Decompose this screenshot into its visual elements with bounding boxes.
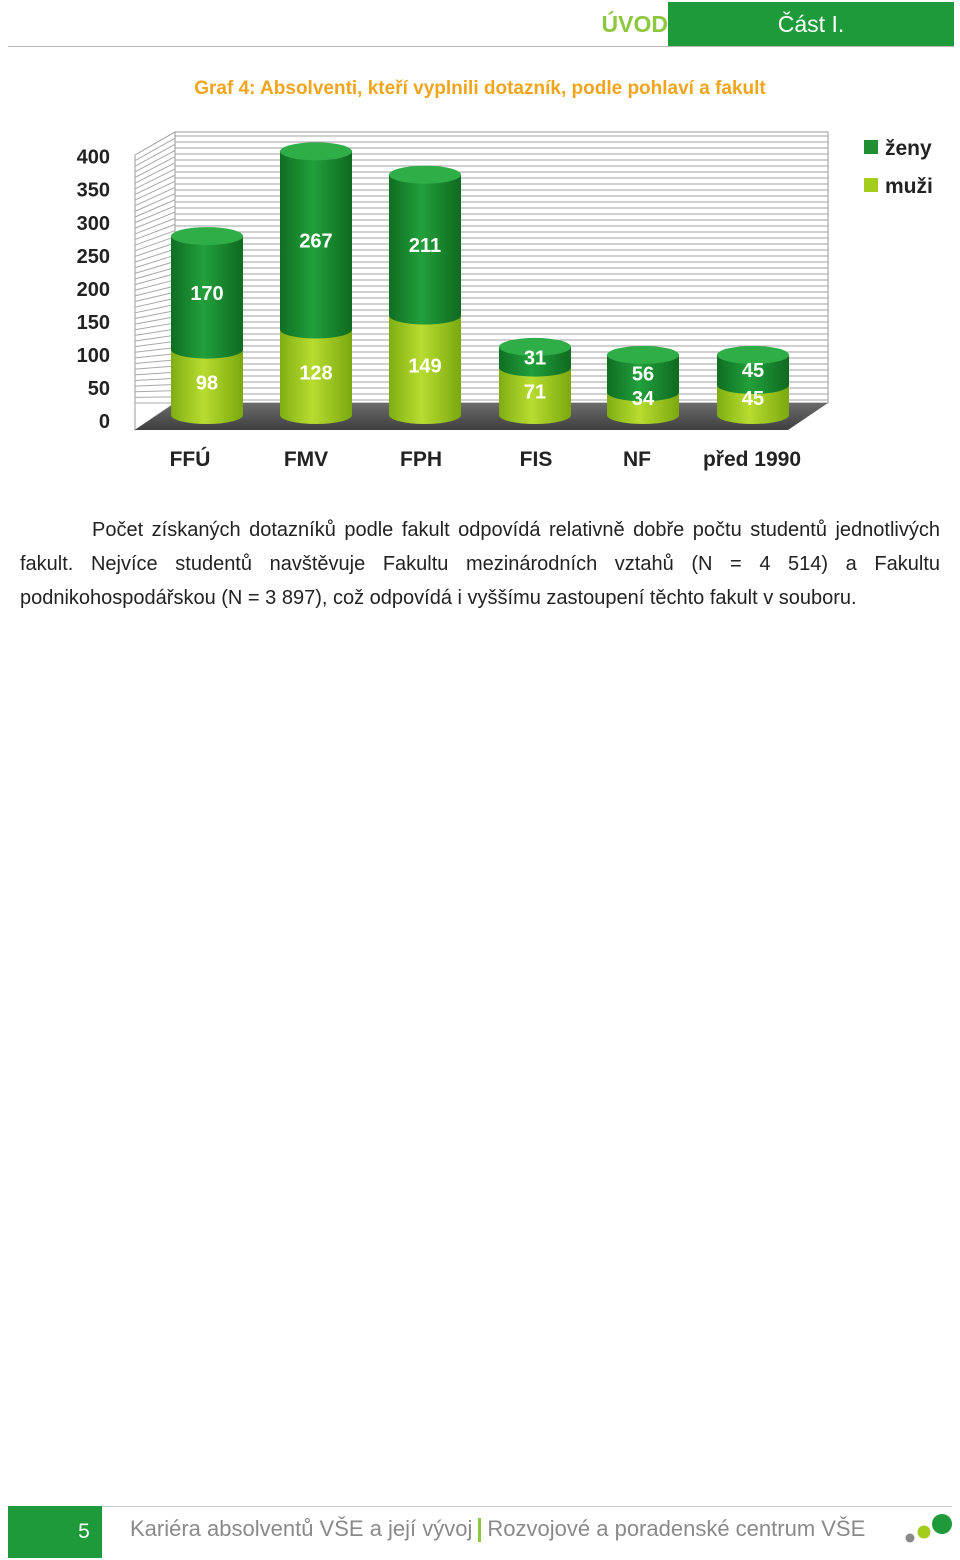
data-label-zeny: 211: [408, 235, 442, 258]
footer-separator: [478, 1518, 481, 1542]
footer-organization: Rozvojové a poradenské centrum VŠE: [487, 1516, 866, 1541]
chart-title: Graf 4: Absolventi, kteří vyplnili dotazník, podle pohlaví a fakult: [194, 78, 766, 99]
data-label-muzi: 71: [523, 381, 547, 404]
data-label-zeny: 45: [741, 359, 765, 382]
bar-top-cap: [389, 166, 461, 184]
y-tick-label: 250: [76, 245, 110, 268]
data-label-zeny: 267: [299, 230, 333, 253]
logo-dots-icon: [900, 1510, 956, 1546]
header-divider: [8, 46, 954, 47]
y-tick-label: 0: [98, 411, 110, 433]
bar-group: [499, 338, 571, 424]
bar-top-cap: [280, 142, 352, 160]
data-label-muzi: 128: [299, 362, 333, 385]
section-title: ÚVOD: [601, 10, 668, 37]
body-text: [20, 513, 940, 615]
x-axis-labels: [170, 447, 801, 471]
legend-label: muži: [885, 175, 933, 198]
stacked-bar-chart: [0, 118, 960, 488]
x-tick-label: FIS: [519, 448, 553, 471]
y-tick-label: 350: [76, 179, 110, 202]
y-tick-label: 50: [87, 377, 110, 400]
y-axis-ticks: [77, 147, 110, 433]
part-label: Část I.: [668, 2, 954, 46]
bar-top-cap: [607, 346, 679, 364]
x-tick-label: FFÚ: [169, 448, 211, 471]
data-label-muzi: 45: [741, 388, 765, 410]
page-number: 5: [78, 1520, 90, 1543]
y-tick-label: 400: [76, 146, 110, 169]
x-tick-label: FMV: [283, 448, 329, 471]
footer-divider: [102, 1506, 952, 1507]
body-paragraph-1: Počet získaných dotazníků podle fakult odpovídá relativně dobře počtu studentů jednotlivých fakult.: [20, 519, 940, 575]
data-label-muzi: 34: [631, 388, 655, 410]
data-label-muzi: 149: [408, 355, 442, 378]
bar-group: [280, 142, 352, 424]
y-tick-label: 200: [76, 278, 110, 301]
body-paragraph-2: Nejvíce studentů navštěvuje Fakultu mezinárodních vztahů (N = 4 514) a Fakultu podnikohospodářskou (N = 3 897), což odpovídá i vyššímu zastoupení těchto fakult v souboru.: [20, 553, 940, 609]
data-label-zeny: 170: [190, 282, 224, 305]
y-tick-label: 150: [76, 311, 110, 334]
y-tick-label: 100: [76, 344, 110, 367]
legend-swatch: [864, 178, 878, 192]
data-label-muzi: 98: [195, 372, 219, 395]
footer-text: [130, 1516, 865, 1542]
footer-publication-title: Kariéra absolventů VŠE a její vývoj: [130, 1516, 473, 1541]
x-tick-label: před 1990: [702, 448, 802, 471]
bar-group: [607, 346, 679, 424]
x-tick-label: FPH: [400, 448, 442, 471]
data-label-zeny: 56: [631, 363, 655, 386]
bar-group: [171, 227, 243, 424]
bar-group: [717, 346, 789, 424]
legend-label: ženy: [885, 137, 932, 160]
y-tick-label: 300: [76, 212, 110, 235]
bar-group: [389, 166, 461, 424]
legend-swatch: [864, 140, 878, 154]
x-tick-label: NF: [623, 448, 651, 471]
bar-top-cap: [171, 227, 243, 245]
data-label-zeny: 31: [523, 347, 547, 370]
legend: [864, 137, 933, 198]
